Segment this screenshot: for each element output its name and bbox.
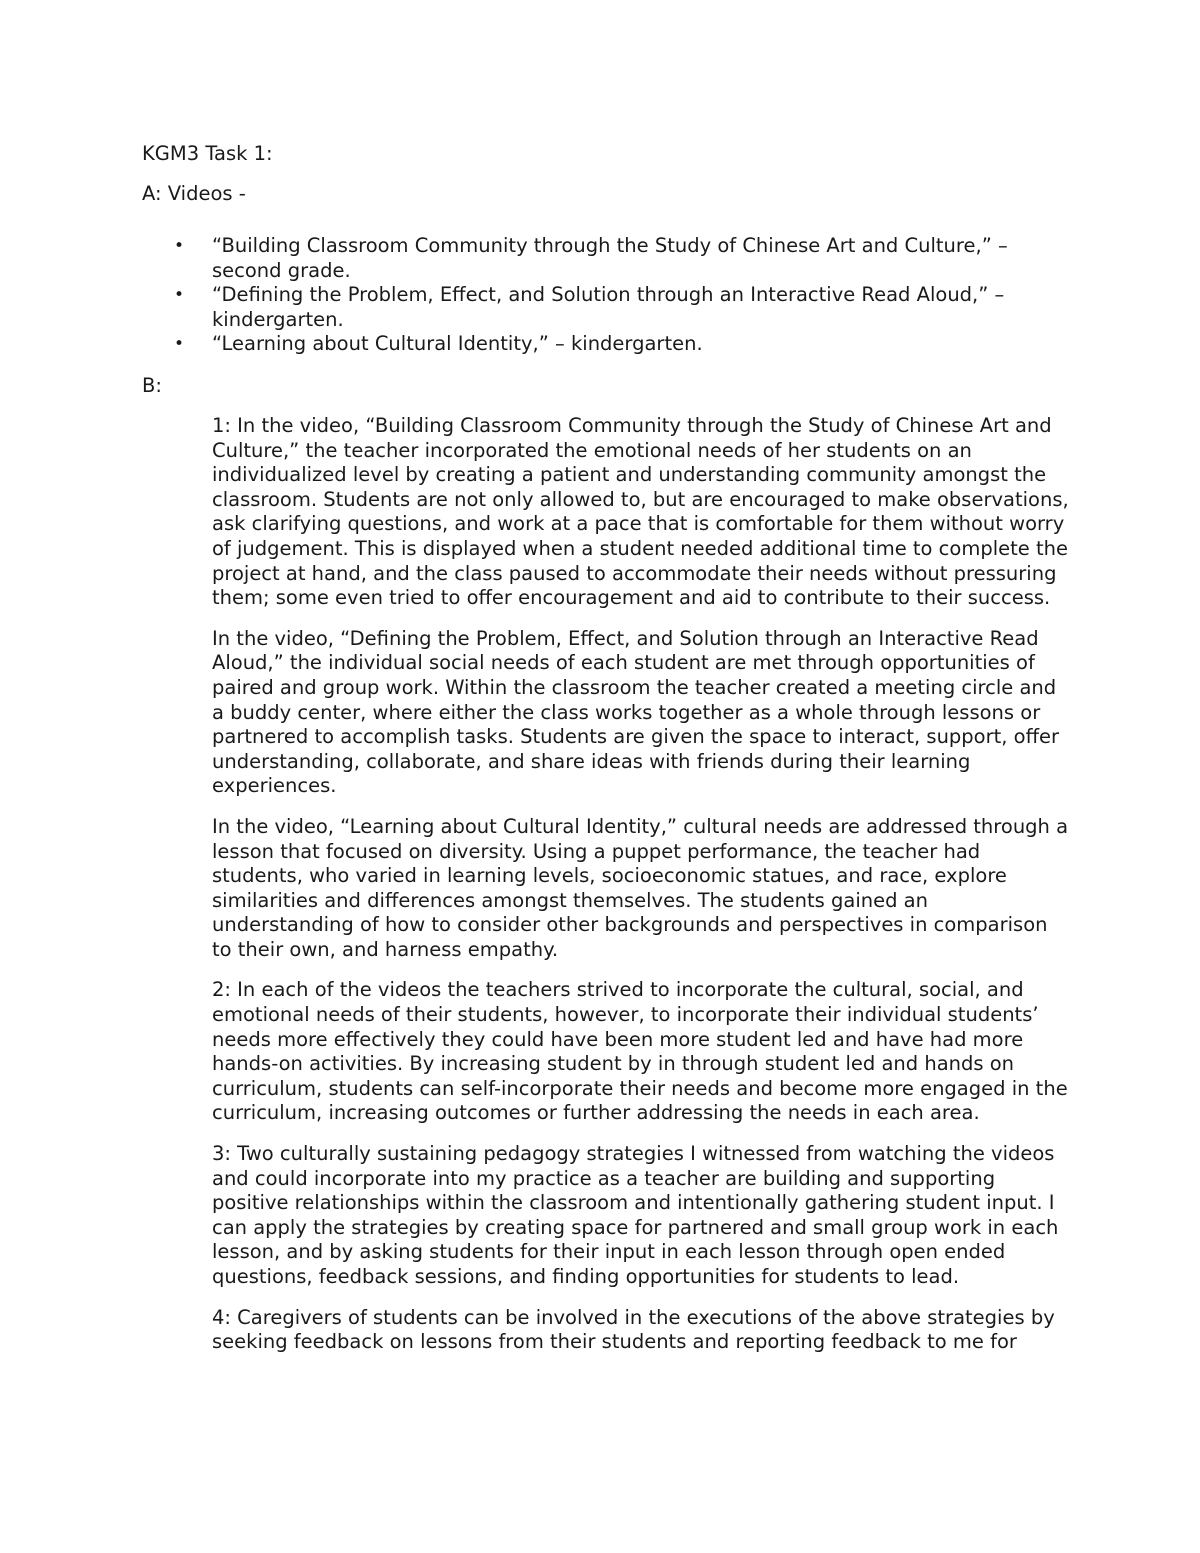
video-grade: kindergarten. (212, 307, 344, 331)
video-item (142, 234, 1042, 283)
answer-paragraph: 1: In the video, “Building Classroom Community through the Study of Chinese Art and Culture,” the teacher incorporated the emotional needs of her students on an individualized level by creating a patient and understanding community amongst the classroom. Students are not only allowed to, but are encouraged to make observations, ask clarifying questions, and work at a pace that is comfortable for them without worry of judgement. This is displayed when a student needed additional time to complete the project at hand, and the class paused to accommodate their needs without pressuring them; some even tried to offer encouragement and aid to contribute to their success. (212, 414, 1069, 610)
video-grade: second grade. (212, 258, 351, 282)
section-a-heading: A: Videos - (142, 182, 246, 205)
answer-paragraph: 3: Two culturally sustaining pedagogy strategies I witnessed from watching the videos and could incorporate into my practice as a teacher are building and supporting positive relationships within the classroom and intentionally gathering student input. I can apply the strategies by creating space for partnered and small group work in each lesson, and by asking students for their input in each lesson through open ended questions, feedback sessions, and finding opportunities for students to lead. (212, 1142, 1059, 1288)
answer-paragraph: 2: In each of the videos the teachers strived to incorporate the cultural, social, and emotional needs of their students, however, to incorporate their individual students’ needs more effectively they could have been more student led and have had more hands-on activities. By increasing student by in through student led and hands on curriculum, students can self-incorporate their needs and become more engaged in the curriculum, increasing outcomes or further addressing the needs in each area. (212, 978, 1068, 1125)
bullet-icon: • (174, 236, 185, 256)
answer-paragraph: 4: Caregivers of students can be involved in the executions of the above strategies by seeking feedback on lessons from their students and reporting feedback to me for (212, 1305, 1055, 1354)
video-title: “Learning about Cultural Identity,” – kindergarten. (212, 332, 703, 356)
answers-body (212, 414, 1072, 1371)
video-item (142, 332, 1042, 357)
video-list (142, 234, 1042, 357)
document-title: KGM3 Task 1: (142, 142, 273, 165)
video-item (142, 283, 1042, 332)
answer-paragraph: In the video, “Defining the Problem, Effect, and Solution through an Interactive Read Aloud,” the individual social needs of each student are met through opportunities of paired and group work. Within the classroom the teacher created a meeting circle and a buddy center, where either the class works together as a whole through lessons or partnered to accomplish tasks. Students are given the space to interact, support, offer understanding, collaborate, and share ideas with friends during their learning experiences. (212, 626, 1060, 798)
video-title: “Building Classroom Community through the Study of Chinese Art and Culture,” – (212, 234, 1008, 257)
section-b-heading: B: (142, 374, 162, 397)
video-title: “Defining the Problem, Effect, and Solution through an Interactive Read Aloud,” – (212, 283, 1005, 307)
answer-paragraph: In the video, “Learning about Cultural Identity,” cultural needs are addressed through a lesson that focused on diversity. Using a puppet performance, the teacher had students, who varied in learning levels, socioeconomic statues, and race, explore similarities and differences amongst themselves. The students gained an understanding of how to consider other backgrounds and perspectives in comparison to their own, and harness empathy. (212, 814, 1069, 961)
bullet-icon: • (174, 334, 185, 355)
bullet-icon: • (174, 285, 185, 306)
